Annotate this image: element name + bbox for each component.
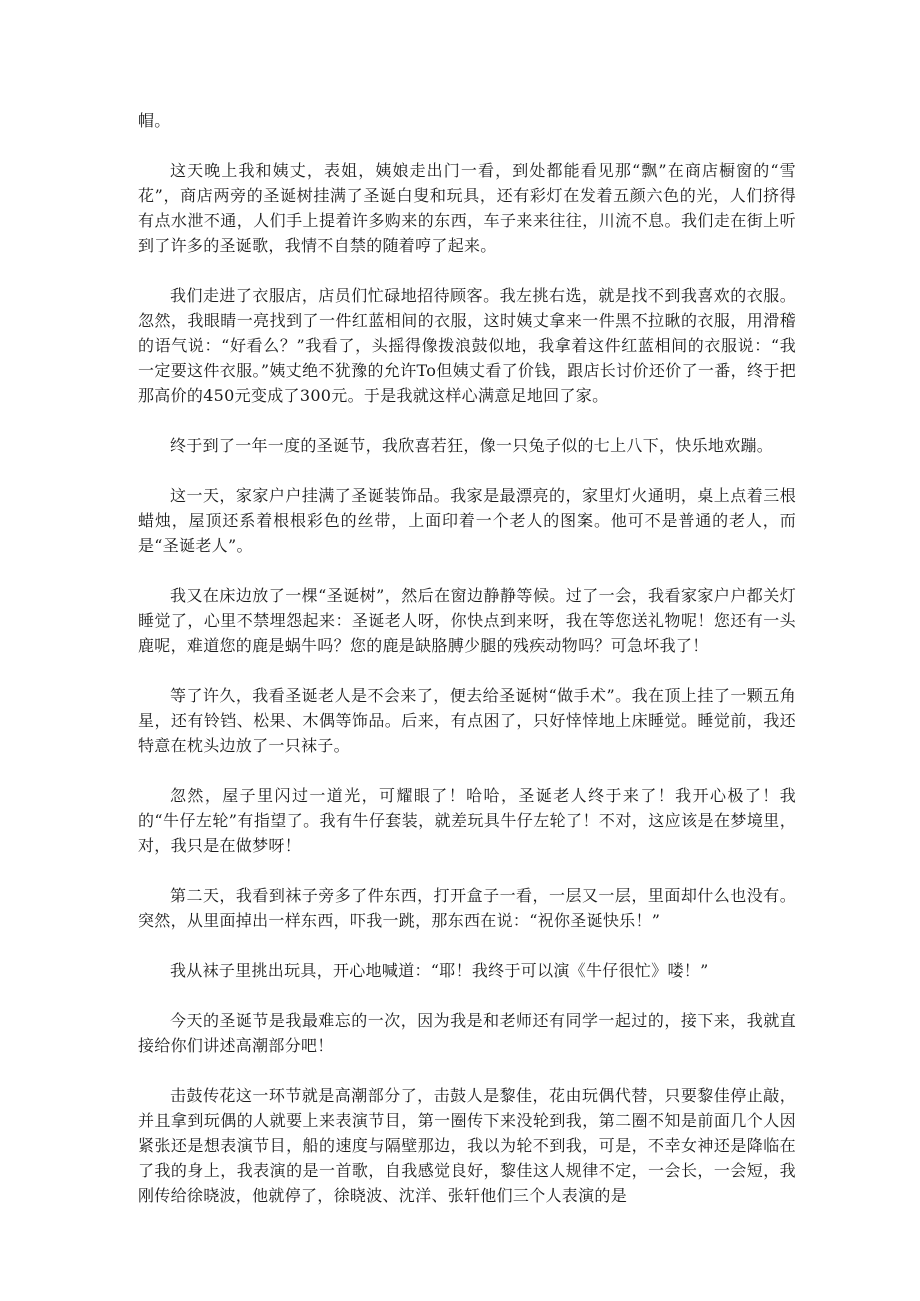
paragraph-5: 这一天，家家户户挂满了圣诞装饰品。我家是最漂亮的，家里灯火通明，桌上点着三根蜡烛，屋顶还系着根根彩色的丝带，上面印着一个老人的图案。他可不是普通的老人，而是“圣诞老人”。 (138, 486, 796, 555)
paragraph-3: 我们走进了衣服店，店员们忙碌地招待顾客。我左挑右选，就是找不到我喜欢的衣服。忽然，我眼睛一亮找到了一件红蓝相间的衣服，这时姨丈拿来一件黑不拉瞅的衣服，用滑稽的语气说：“好看么？”我看了，头摇得像拨浪鼓似地，我拿着这件红蓝相间的衣服说：“我一定要这件衣服。”姨丈绝不犹豫的允许To但姨丈看了价钱，跟店长讨价还价了一番，终于把那高价的450元变成了300元。于是我就这样心满意足地回了家。 (138, 286, 796, 405)
document-page (138, 108, 796, 1233)
paragraph-10: 我从袜子里挑出玩具，开心地喊道：“耶！我终于可以演《牛仔很忙》喽！” (170, 961, 709, 980)
paragraph-7: 等了许久，我看圣诞老人是不会来了，便去给圣诞树“做手术”。我在顶上挂了一颗五角星，还有铃铛、松果、木偶等饰品。后来，有点困了，只好悻悻地上床睡觉。睡觉前，我还特意在枕头边放了一只袜子。 (138, 686, 796, 755)
paragraph-11: 今天的圣诞节是我最难忘的一次，因为我是和老师还有同学一起过的，接下来，我就直接给你们讲述高潮部分吧！ (138, 1011, 796, 1055)
paragraph-1: 帽。 (138, 111, 171, 130)
paragraph-12: 击鼓传花这一环节就是高潮部分了，击鼓人是黎佳，花由玩偶代替，只要黎佳停止敲，并且拿到玩偶的人就要上来表演节目，第一圈传下来没轮到我，第二圈不知是前面几个人因紧张还是想表演节目，船的速度与隔壁那边，我以为轮不到我，可是，不幸女神还是降临在了我的身上，我表演的是一首歌，自我感觉良好，黎佳这人规律不定，一会长，一会短，我刚传给徐晓波，他就停了，徐晓波、沈洋、张轩他们三个人表演的是 (138, 1086, 796, 1205)
paragraph-8: 忽然，屋子里闪过一道光，可耀眼了！哈哈，圣诞老人终于来了！我开心极了！我的“牛仔左轮”有指望了。我有牛仔套装，就差玩具牛仔左轮了！不对，这应该是在梦境里，对，我只是在做梦呀！ (138, 786, 796, 855)
paragraph-2: 这天晚上我和姨丈，表姐，姨娘走出门一看，到处都能看见那“飘”在商店橱窗的“雪花”，商店两旁的圣诞树挂满了圣诞白叟和玩具，还有彩灯在发着五颜六色的光，人们挤得有点水泄不通，人们手上提着许多购来的东西，车子来来往往，川流不息。我们走在街上听到了许多的圣诞歌，我情不自禁的随着哼了起来。 (138, 161, 796, 255)
paragraph-6: 我又在床边放了一棵“圣诞树”，然后在窗边静静等候。过了一会，我看家家户户都关灯睡觉了，心里不禁埋怨起来：圣诞老人呀，你快点到来呀，我在等您送礼物呢！您还有一头鹿呢，难道您的鹿是蜗牛吗？您的鹿是缺胳膊少腿的残疾动物吗？可急坏我了！ (138, 586, 796, 655)
paragraph-9: 第二天，我看到袜子旁多了件东西，打开盒子一看，一层又一层，里面却什么也没有。突然，从里面掉出一样东西，吓我一跳，那东西在说：“祝你圣诞快乐！” (138, 886, 796, 930)
paragraph-4: 终于到了一年一度的圣诞节，我欣喜若狂，像一只兔子似的七上八下，快乐地欢蹦。 (170, 436, 774, 455)
